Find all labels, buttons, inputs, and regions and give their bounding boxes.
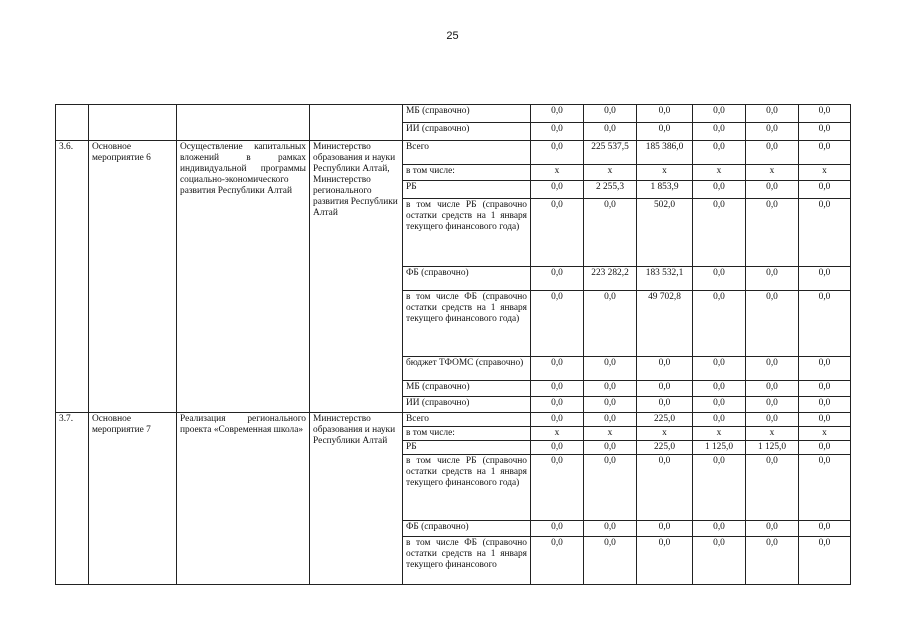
value-cell: 225,0 [637, 413, 693, 427]
value-cell: 1 853,9 [637, 181, 693, 199]
value-cell: 1 125,0 [693, 441, 746, 455]
funding-source-cell: в том числе РБ (справочно остатки средств на 1 января текущего финансового года) [403, 199, 531, 267]
value-cell: х [746, 165, 799, 181]
value-cell: 0,0 [746, 199, 799, 267]
value-cell: 49 702,8 [637, 291, 693, 357]
value-cell: 0,0 [799, 441, 851, 455]
value-cell: 0,0 [799, 455, 851, 521]
value-cell: 0,0 [746, 105, 799, 123]
value-cell: 223 282,2 [584, 267, 637, 291]
value-cell: 0,0 [584, 291, 637, 357]
value-cell: 0,0 [799, 537, 851, 585]
value-cell: х [799, 165, 851, 181]
value-cell: х [584, 427, 637, 441]
value-cell: 0,0 [531, 141, 584, 165]
funding-source-cell: РБ [403, 181, 531, 199]
page-number: 25 [446, 30, 459, 42]
funding-source-cell: в том числе: [403, 427, 531, 441]
cell-executor: Министерство образования и науки Республики Алтай, Министерство регионального развития Республики Алтай [310, 141, 403, 413]
value-cell: 0,0 [637, 397, 693, 413]
value-cell: 0,0 [746, 291, 799, 357]
cell-name [89, 105, 177, 141]
value-cell: 0,0 [584, 413, 637, 427]
value-cell: 0,0 [693, 521, 746, 537]
value-cell: 0,0 [584, 199, 637, 267]
value-cell: 0,0 [693, 357, 746, 381]
value-cell: х [799, 427, 851, 441]
value-cell: 0,0 [799, 199, 851, 267]
funding-source-cell: Всего [403, 141, 531, 165]
value-cell: 0,0 [637, 123, 693, 141]
value-cell: 0,0 [693, 141, 746, 165]
value-cell: 0,0 [693, 105, 746, 123]
financing-table [55, 104, 851, 585]
value-cell: 0,0 [637, 381, 693, 397]
table-row [56, 413, 851, 427]
value-cell: 0,0 [693, 267, 746, 291]
cell-description: Реализация регионального проекта «Современная школа» [177, 413, 310, 585]
value-cell: 0,0 [693, 455, 746, 521]
value-cell: 0,0 [799, 381, 851, 397]
value-cell: 0,0 [584, 397, 637, 413]
value-cell: 0,0 [637, 521, 693, 537]
value-cell: 1 125,0 [746, 441, 799, 455]
value-cell: 502,0 [637, 199, 693, 267]
value-cell: 0,0 [746, 141, 799, 165]
funding-source-cell: МБ (справочно) [403, 105, 531, 123]
funding-source-cell: ФБ (справочно) [403, 521, 531, 537]
cell-executor [310, 105, 403, 141]
value-cell: 0,0 [531, 123, 584, 141]
value-cell: 0,0 [531, 537, 584, 585]
funding-source-cell: в том числе РБ (справочно остатки средств на 1 января текущего финансового года) [403, 455, 531, 521]
value-cell: 0,0 [693, 381, 746, 397]
value-cell: 0,0 [531, 199, 584, 267]
value-cell: 0,0 [746, 521, 799, 537]
value-cell: х [637, 427, 693, 441]
value-cell: х [531, 427, 584, 441]
value-cell: 0,0 [799, 291, 851, 357]
value-cell: х [693, 165, 746, 181]
value-cell: 0,0 [531, 181, 584, 199]
value-cell: 0,0 [531, 291, 584, 357]
value-cell: 0,0 [746, 397, 799, 413]
value-cell: 0,0 [584, 521, 637, 537]
value-cell: 0,0 [799, 413, 851, 427]
value-cell: 0,0 [693, 397, 746, 413]
value-cell: 0,0 [799, 357, 851, 381]
value-cell: 0,0 [746, 413, 799, 427]
value-cell: 0,0 [693, 181, 746, 199]
value-cell: 0,0 [637, 455, 693, 521]
value-cell: 0,0 [746, 381, 799, 397]
value-cell: 0,0 [799, 397, 851, 413]
value-cell: х [584, 165, 637, 181]
cell-name: Основное мероприятие 6 [89, 141, 177, 413]
value-cell: 0,0 [799, 123, 851, 141]
value-cell: 0,0 [799, 181, 851, 199]
funding-source-cell: Всего [403, 413, 531, 427]
funding-source-cell: ИИ (справочно) [403, 123, 531, 141]
cell-num: 3.6. [56, 141, 89, 413]
value-cell: х [693, 427, 746, 441]
value-cell: 2 255,3 [584, 181, 637, 199]
value-cell: 185 386,0 [637, 141, 693, 165]
value-cell: 0,0 [531, 381, 584, 397]
value-cell: 0,0 [584, 123, 637, 141]
value-cell: 0,0 [746, 267, 799, 291]
value-cell: 0,0 [693, 123, 746, 141]
value-cell: 0,0 [531, 521, 584, 537]
value-cell: 0,0 [584, 105, 637, 123]
value-cell: 0,0 [584, 381, 637, 397]
funding-source-cell: в том числе: [403, 165, 531, 181]
value-cell: 0,0 [746, 357, 799, 381]
value-cell: 0,0 [584, 455, 637, 521]
cell-name: Основное мероприятие 7 [89, 413, 177, 585]
cell-num: 3.7. [56, 413, 89, 585]
value-cell: 225,0 [637, 441, 693, 455]
value-cell: 0,0 [531, 105, 584, 123]
value-cell: 0,0 [637, 105, 693, 123]
value-cell: 0,0 [746, 181, 799, 199]
table-row [56, 105, 851, 123]
funding-source-cell: ИИ (справочно) [403, 397, 531, 413]
value-cell: 0,0 [799, 267, 851, 291]
value-cell: 0,0 [531, 357, 584, 381]
cell-num [56, 105, 89, 141]
value-cell: 0,0 [693, 413, 746, 427]
value-cell: 0,0 [531, 413, 584, 427]
value-cell: х [637, 165, 693, 181]
value-cell: 0,0 [746, 537, 799, 585]
cell-description [177, 105, 310, 141]
value-cell: 0,0 [637, 537, 693, 585]
value-cell: 0,0 [637, 357, 693, 381]
funding-source-cell: ФБ (справочно) [403, 267, 531, 291]
value-cell: 183 532,1 [637, 267, 693, 291]
table-row [56, 141, 851, 165]
funding-source-cell: в том числе ФБ (справочно остатки средств на 1 января текущего финансового года) [403, 291, 531, 357]
value-cell: 0,0 [693, 291, 746, 357]
value-cell: 0,0 [799, 141, 851, 165]
value-cell: 0,0 [531, 397, 584, 413]
value-cell: 0,0 [531, 455, 584, 521]
value-cell: 0,0 [531, 267, 584, 291]
value-cell: х [746, 427, 799, 441]
funding-source-cell: РБ [403, 441, 531, 455]
value-cell: 0,0 [693, 199, 746, 267]
value-cell: 0,0 [799, 105, 851, 123]
value-cell: 0,0 [693, 537, 746, 585]
value-cell: 0,0 [746, 123, 799, 141]
value-cell: 0,0 [584, 537, 637, 585]
value-cell: 0,0 [584, 357, 637, 381]
cell-executor: Министерство образования и науки Республики Алтай [310, 413, 403, 585]
funding-source-cell: бюджет ТФОМС (справочно) [403, 357, 531, 381]
cell-description: Осуществление капитальных вложений в рамках индивидуальной программы социально-экономического развития Республики Алтай [177, 141, 310, 413]
funding-source-cell: МБ (справочно) [403, 381, 531, 397]
value-cell: 0,0 [531, 441, 584, 455]
value-cell: 0,0 [746, 455, 799, 521]
value-cell: 0,0 [799, 521, 851, 537]
value-cell: х [531, 165, 584, 181]
value-cell: 0,0 [584, 441, 637, 455]
funding-source-cell: в том числе ФБ (справочно остатки средств на 1 января текущего финансового [403, 537, 531, 585]
value-cell: 225 537,5 [584, 141, 637, 165]
